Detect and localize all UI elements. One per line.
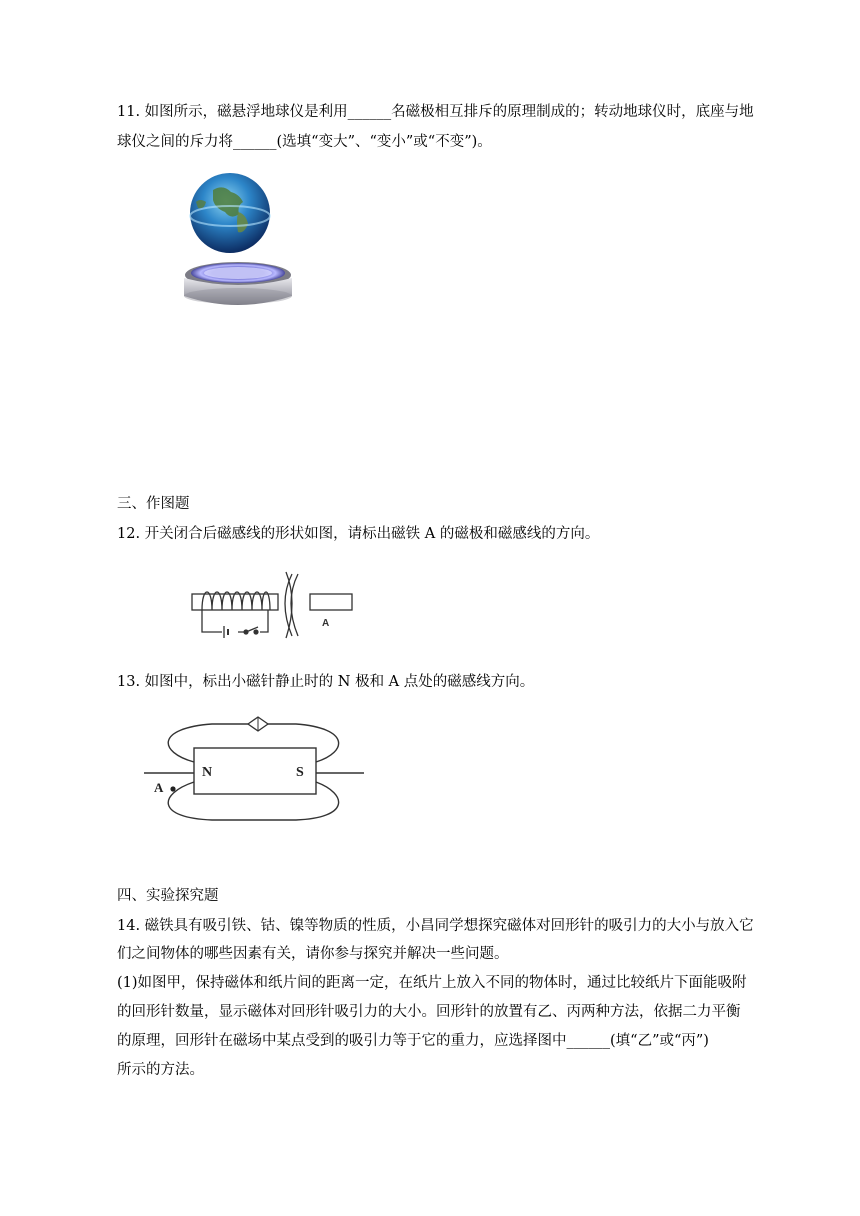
- q14-part1-line4: 所示的方法。: [117, 1062, 204, 1078]
- section-4-heading: 四、实验探究题: [117, 888, 219, 904]
- q12-text: 12. 开关闭合后磁感线的形状如图，请标出磁铁 A 的磁极和磁感线的方向。: [117, 526, 600, 542]
- q11-line1: 11. 如图所示，磁悬浮地球仪是利用______名磁极相互排斥的原理制成的；转动地球仪时，底座与地: [117, 104, 754, 120]
- magnet-a: [310, 594, 352, 610]
- bar-magnet-figure: [140, 712, 368, 830]
- maglev-globe-image: [178, 172, 294, 316]
- q14-line2: 们之间物体的哪些因素有关，请你参与探究并解决一些问题。: [117, 946, 509, 962]
- solenoid-core: [192, 594, 278, 610]
- q14-part1-line1: (1)如图甲，保持磁体和纸片间的距离一定，在纸片上放入不同的物体时，通过比较纸片下面能吸附: [117, 975, 747, 991]
- q14-part1-line2: 的回形针数量，显示磁体对回形针吸引力的大小。回形针的放置有乙、丙两种方法，依据二力平衡: [117, 1004, 741, 1020]
- point-a-label: A: [154, 780, 164, 795]
- section-3-heading: 三、作图题: [117, 496, 190, 512]
- q13-text: 13. 如图中，标出小磁针静止时的 N 极和 A 点处的磁感线方向。: [117, 674, 535, 690]
- pole-n-label: N: [202, 765, 213, 780]
- solenoid-figure: [186, 566, 358, 640]
- point-a: [170, 786, 175, 791]
- q14-part1-line3: 的原理，回形针在磁场中某点受到的吸引力等于它的重力，应选择图中______(填“乙”或“丙”): [117, 1033, 709, 1049]
- q11-line2: 球仪之间的斥力将______(选填“变大”、“变小”或“不变”)。: [117, 134, 492, 150]
- q14-line1: 14. 磁铁具有吸引铁、钴、镍等物质的性质，小昌同学想探究磁体对回形针的吸引力的大小与放入它: [117, 918, 754, 934]
- circuit-wire: [202, 610, 268, 632]
- magnet-a-label: A: [322, 618, 330, 629]
- pole-s-label: S: [296, 765, 304, 780]
